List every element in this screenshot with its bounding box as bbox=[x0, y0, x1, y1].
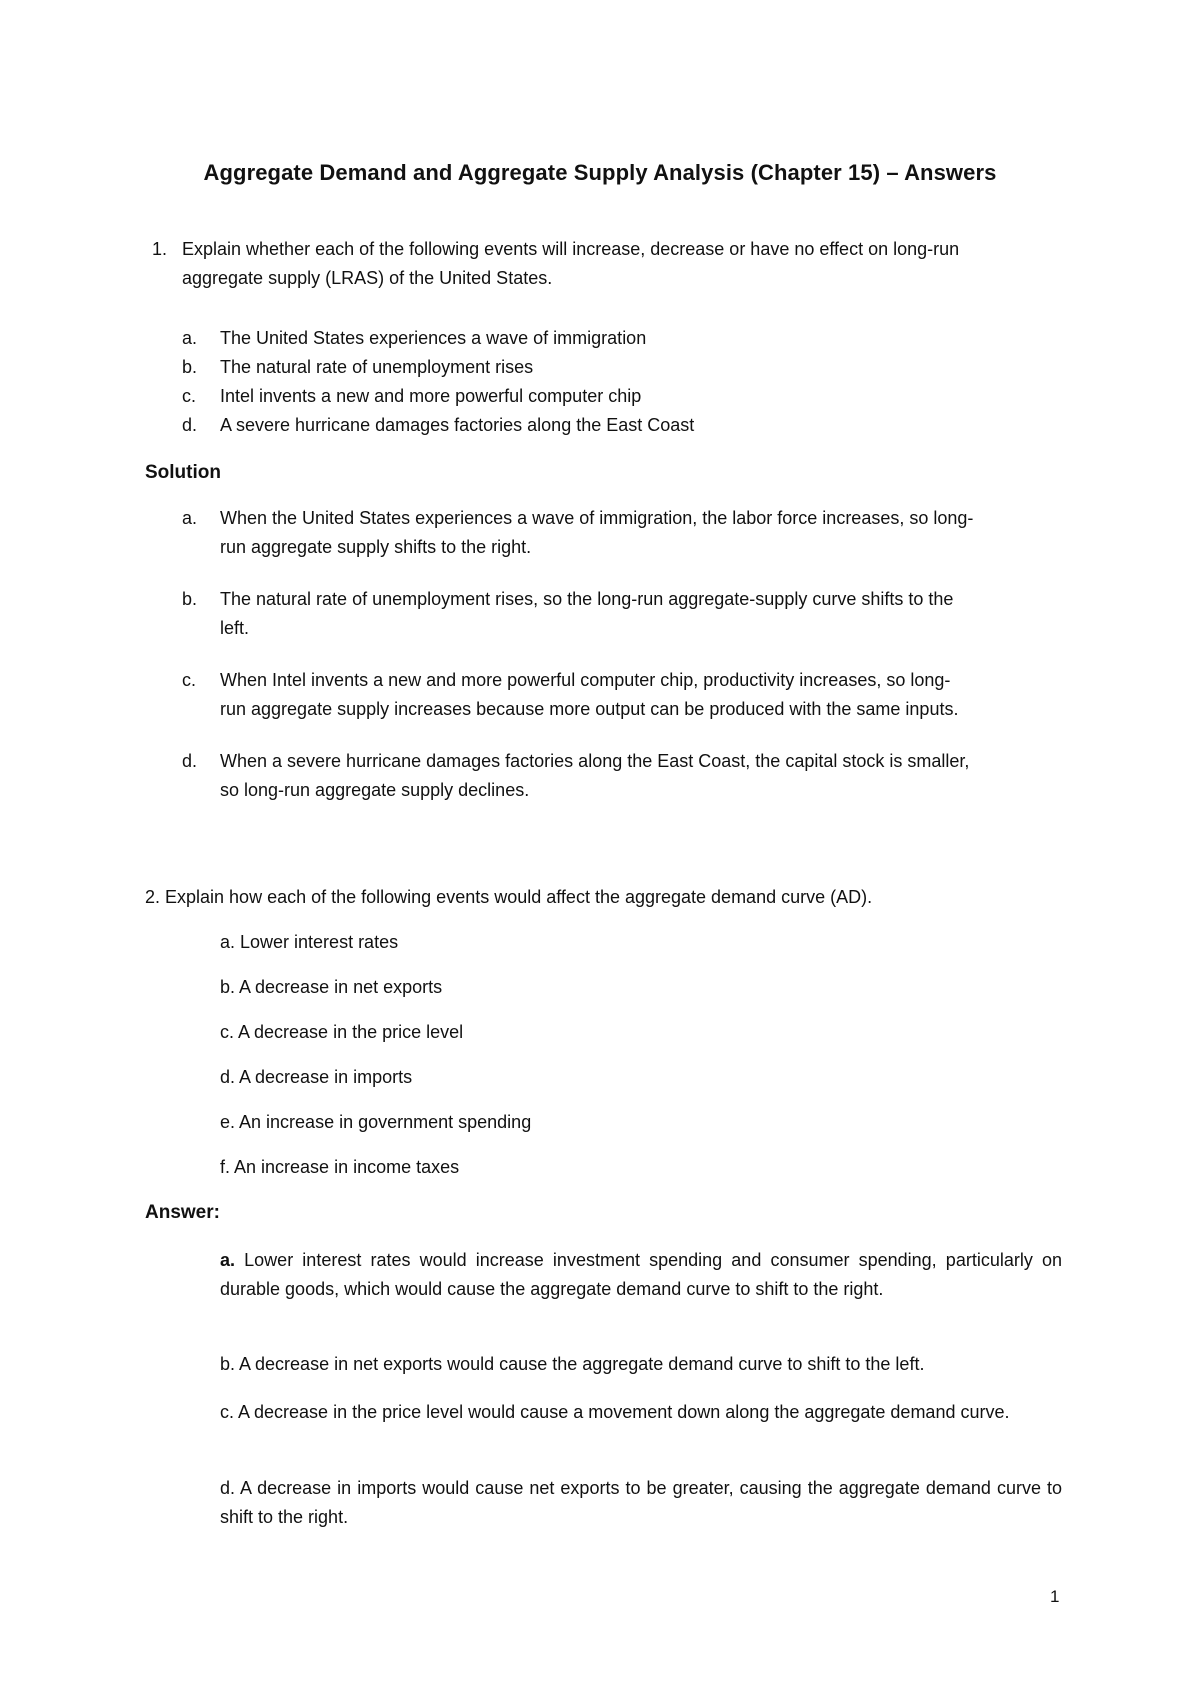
answer-heading: Answer: bbox=[145, 1202, 220, 1223]
answer-text: Lower interest rates would increase investment spending and consumer spending, particularly on durable goods, which would cause the aggregate demand curve to shift to the right. bbox=[220, 1250, 1062, 1299]
q2-item: f. An increase in income taxes bbox=[220, 1157, 460, 1177]
answer-letter: a. bbox=[220, 1250, 236, 1270]
q1-text-line1: Explain whether each of the following events will increase, decrease or have no effect on long-run bbox=[182, 239, 960, 259]
q2-item: d. A decrease in imports bbox=[220, 1067, 413, 1087]
solution-line: run aggregate supply increases because more output can be produced with the same inputs. bbox=[220, 699, 959, 719]
answer-paragraph bbox=[220, 1246, 1062, 1304]
solution-line: When a severe hurricane damages factories along the East Coast, the capital stock is smaller, bbox=[220, 751, 970, 771]
solution-line: so long-run aggregate supply declines. bbox=[220, 780, 530, 800]
solution-line: When Intel invents a new and more powerful computer chip, productivity increases, so long- bbox=[220, 670, 951, 690]
q1-item-letter: a. bbox=[182, 328, 198, 348]
solution-heading: Solution bbox=[145, 462, 221, 483]
q2-item: e. An increase in government spending bbox=[220, 1112, 532, 1132]
q1-item-letter: d. bbox=[182, 415, 198, 435]
q1-item-text: The United States experiences a wave of immigration bbox=[220, 328, 647, 348]
document-title: Aggregate Demand and Aggregate Supply Analysis (Chapter 15) – Answers bbox=[203, 160, 997, 185]
answer-paragraph: c. A decrease in the price level would cause a movement down along the aggregate demand curve. bbox=[220, 1402, 1010, 1422]
answer-paragraph: d. A decrease in imports would cause net exports to be greater, causing the aggregate demand curve to shift to the right. bbox=[220, 1478, 1062, 1527]
q1-number: 1. bbox=[152, 239, 168, 259]
solution-letter: d. bbox=[182, 751, 198, 771]
solution-line: run aggregate supply shifts to the right. bbox=[220, 537, 532, 557]
q1-item-letter: b. bbox=[182, 357, 198, 377]
q1-text-line2: aggregate supply (LRAS) of the United States. bbox=[182, 268, 553, 288]
q1-item-text: Intel invents a new and more powerful computer chip bbox=[220, 386, 642, 406]
page-number: 1 bbox=[1050, 1587, 1060, 1606]
solution-line: When the United States experiences a wave of immigration, the labor force increases, so long- bbox=[220, 508, 974, 528]
solution-line: left. bbox=[220, 618, 250, 638]
solution-line: The natural rate of unemployment rises, so the long-run aggregate-supply curve shifts to the bbox=[220, 589, 954, 609]
q1-item-text: The natural rate of unemployment rises bbox=[220, 357, 534, 377]
q1-item-letter: c. bbox=[182, 386, 197, 406]
answer-paragraph: b. A decrease in net exports would cause the aggregate demand curve to shift to the left. bbox=[220, 1354, 925, 1374]
solution-letter: b. bbox=[182, 589, 198, 609]
q2-item: c. A decrease in the price level bbox=[220, 1022, 464, 1042]
q2-text: 2. Explain how each of the following events would affect the aggregate demand curve (AD). bbox=[145, 887, 873, 907]
solution-letter: a. bbox=[182, 508, 198, 528]
solution-letter: c. bbox=[182, 670, 197, 690]
q1-item-text: A severe hurricane damages factories along the East Coast bbox=[220, 415, 695, 435]
q2-item: a. Lower interest rates bbox=[220, 932, 399, 952]
q2-item: b. A decrease in net exports bbox=[220, 977, 443, 997]
